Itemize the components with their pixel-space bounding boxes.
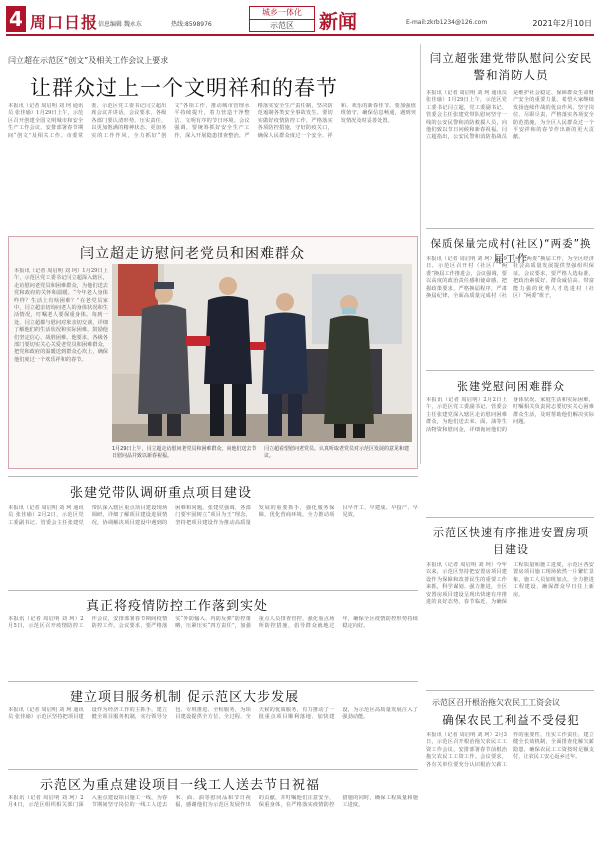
divider — [426, 370, 594, 371]
divider — [8, 769, 418, 770]
art2-headline: 保质保量完成村(社区)“两委”换届工作 — [430, 238, 592, 265]
feature-photo — [112, 264, 412, 442]
art8-headline: 建立项目服务机制 促示范区大步发展 — [70, 690, 300, 705]
art5-kicker: 示范区召开根治拖欠农民工工资会议 — [432, 698, 560, 707]
art2-body: 本报讯（记者 周启明 刘 珂）2月9日，示范区召开村（社区）“两委”换届工作推进会，会议强调，要以高度的政治责任感和使命感，把握政策要求，严格换届程序，严肃换届纪律，全面高质量完成村（社区）“两委”换届工作，为全区经济社会高质量发展提供坚强组织保证。会议要求，要严格人选标准，把政治素质好、群众威信高、带富能力强的优秀人才选进村（社区）“两委”班子。 — [426, 256, 594, 300]
divider — [426, 228, 594, 229]
art4-headline: 示范区快速有序推进安置房项目建设 — [433, 526, 589, 556]
art3-headline: 张建党慰问困难群众 — [457, 380, 565, 393]
art7-headline: 真正将疫情防控工作落到实处 — [86, 599, 269, 614]
section-box — [249, 6, 315, 32]
feature-caption-left: 1月29日上午，闫立超走访慰问老党员和困难群众，向他们送去节日慰问品并致以新春祝福。 — [112, 446, 257, 459]
hotline: 热线:8598976 — [171, 21, 212, 28]
lead-body: 本报讯（记者 周启明 刘 珂 通讯员 张佳瑜）1月29日上午，示范区召开创建全国文明城市和安全生产工作会议，安排部署春节期间“创文”及相关工作。市委常委、示范区党工委书记闫立超出席会议并讲话。会议要求，各级各部门要认清形势、压实责任，以更加饱满的精神状态、更加务实的工作作风，全力抓好“创文”各项工作，推动城市管理水平持续提升，着力营造干净整洁、文明有序的节日环境。会议强调，要统筹抓好安全生产工作，深入开展隐患排查整治，严格落实安全生产责任制，坚决防范遏制各类安全事故发生。要切实做好疫情防控工作，严格落实各项防控措施，守好防疫关口，确保人民群众度过一个安全、祥和、欢乐的新春佳节。要加强值班值守，确保信息畅通，遇到突发情况及时妥善处置。 — [8, 103, 416, 139]
art5-body: 本报讯（记者 周启明 刘 珂）2月3日，示范区召开根治拖欠农民工工资工作会议，安排部署春节前根治拖欠农民工工资工作。会议要求，各有关单位要充分认识根治欠薪工作的重要性，压实工作责任，建立健全长效机制，全面排查化解欠薪隐患，确保农民工工资按时足额支付，让农民工安心返乡过年。 — [426, 732, 594, 768]
feature-caption-right: 闫立超看望慰问老党员。认真听取老党员对示范区发展的意见和建议。 — [264, 446, 410, 459]
art6-headline: 张建党带队调研重点项目建设 — [70, 486, 253, 501]
feature-body: 本报讯（记者 周启明 刘 珂）1月29日上午，示范区党工委书记闫立超深入辖区，走访慰问老党员和困难群众，为他们送去党和政府的关怀和温暖。“今年老人身体咋样？生活上有啥困难？”在老党员家中，闫立超亲切询问老人的身体状况和生活情况，叮嘱老人要保重身体。每到一处，闫立超都与慰问对象亲切交谈，详细了解他们的生活状况和实际困难，鼓励他们坚定信心、战胜困难。他要求，各级各部门要切实关心关爱老党员和困难群众，把党和政府的温暖送到群众心坎上，确保他们度过一个欢乐祥和的春节。 — [14, 268, 108, 363]
divider — [426, 517, 594, 518]
section-bottom: 示范区 — [270, 21, 294, 30]
art9-body: 本报讯（记者 周启明 刘 珂）2月4日，示范区组织相关部门深入重点建设项目施工一线，为春节期间坚守岗位的一线工人送去米、面、油等慰问品和节日祝福，感谢他们为示范区发展作出的贡献，并叮嘱他们注意安全、保重身体，在严格落实疫情防控措施的同时，确保工程质量和施工进度。 — [8, 795, 418, 809]
art3-body: 本报讯（记者 周启明）2月2日上午，示范区党工委副书记、管委会主任张建党深入辖区走访慰问困难群众，为他们送去米、面、油等生活物资和慰问金，详细询问他们的身体状况、家庭生活和实际困难，叮嘱相关负责同志要切实关心困难群众生活，及时帮助他们解决实际问题。 — [426, 397, 594, 433]
art9-headline: 示范区为重点建设项目一线工人送去节日祝福 — [40, 778, 321, 793]
page-number: 4 — [6, 6, 26, 32]
column-divider — [420, 44, 421, 464]
art8-body: 本报讯（记者 周启明 刘 珂 通讯员 张佳瑜）示范区坚持把项目建设作为经济工作的主抓手，建立健全项目服务机制，实行领导分包、专班推进、全程服务，为项目建设提供全方位、全过程、全天候的优质服务，有力推动了一批重点项目顺利落地、加快建设，为示范区高质量发展注入了强劲动能。 — [8, 707, 418, 721]
art1-headline: 闫立超张建党带队慰问公安民警和消防人员 — [429, 51, 593, 82]
art5-headline: 确保农民工利益不受侵犯 — [442, 713, 580, 727]
section-title: 新闻 — [319, 11, 358, 33]
issue-date: 2021年2月10日 — [532, 19, 592, 28]
divider — [8, 476, 418, 477]
page-header — [6, 6, 594, 36]
art6-body: 本报讯（记者 周启明 刘 珂 通讯员 张佳瑜）2月2日，示范区党工委副书记、管委会主任张建党带队深入辖区重点项目建设现场调研，详细了解项目建设进展情况，协调解决项目建设中遇到的困难和问题。张建党强调，各部门要牢固树立“项目为王”理念，坚持把项目建设作为推动高质量发展的重要抓手，强化服务保障，优化营商环境，全力推动项目早开工、早建成、早投产、早见效。 — [8, 505, 418, 526]
art4-body: 本报讯（记者 周启明 刘 珂）今年以来，示范区坚持把安置房项目建设作为保障和改善民生的重要工作来抓，科学谋划、强力推进，全区安置房项目建设呈现出快速有序推进的良好态势。春节临近，为确保工程质量和施工进度，示范区各安置房项目施工现场依然一片繁忙景象，施工人员加班加点，全力推进工程建设，确保群众早日住上新房。 — [426, 562, 594, 606]
email: E-mail:zkrb1234@126.com — [406, 19, 488, 26]
art1-body: 本报讯（记者 周启明 刘 珂 通讯员 张佳瑜）1月29日上午，示范区党工委书记闫立超，党工委副书记、管委会主任张建党带队慰问坚守一线的公安民警和消防救援人员，向他们致以节日问候和新春祝福。闫立超指出，公安民警和消防指战员是维护社会稳定、保障群众生命财产安全的重要力量。希望大家继续发扬连续作战的优良作风，坚守岗位、尽职尽责，严格落实各项安全防范措施，为全区人民群众过一个平安祥和的春节作出新的更大贡献。 — [426, 90, 594, 141]
feature-photo-illustration — [112, 264, 412, 442]
divider — [8, 681, 418, 682]
section-top: 城乡一体化 — [250, 7, 314, 20]
feature-headline: 闫立超走访慰问老党员和困难群众 — [80, 246, 305, 262]
divider — [8, 590, 418, 591]
art7-body: 本报讯（记者 周启明 刘 珂）2月5日，示范区召开疫情防控工作会议，安排部署春节期间疫情防控工作。会议要求，要严格落实“外防输入、内防反弹”防控策略，压紧压实“四方责任”，加强重点人员排查管控，强化重点场所防控措施，倡导群众就地过年，确保全区疫情防控形势持续稳定向好。 — [8, 616, 418, 630]
editor-line: 信息编辑 魏永东 — [98, 21, 142, 28]
paper-name: 周口日报 — [30, 13, 99, 32]
lead-kicker: 闫立超在示范区“创文”及相关工作会议上要求 — [8, 56, 169, 65]
divider — [426, 690, 594, 691]
lead-headline: 让群众过上一个文明祥和的春节 — [30, 76, 338, 100]
